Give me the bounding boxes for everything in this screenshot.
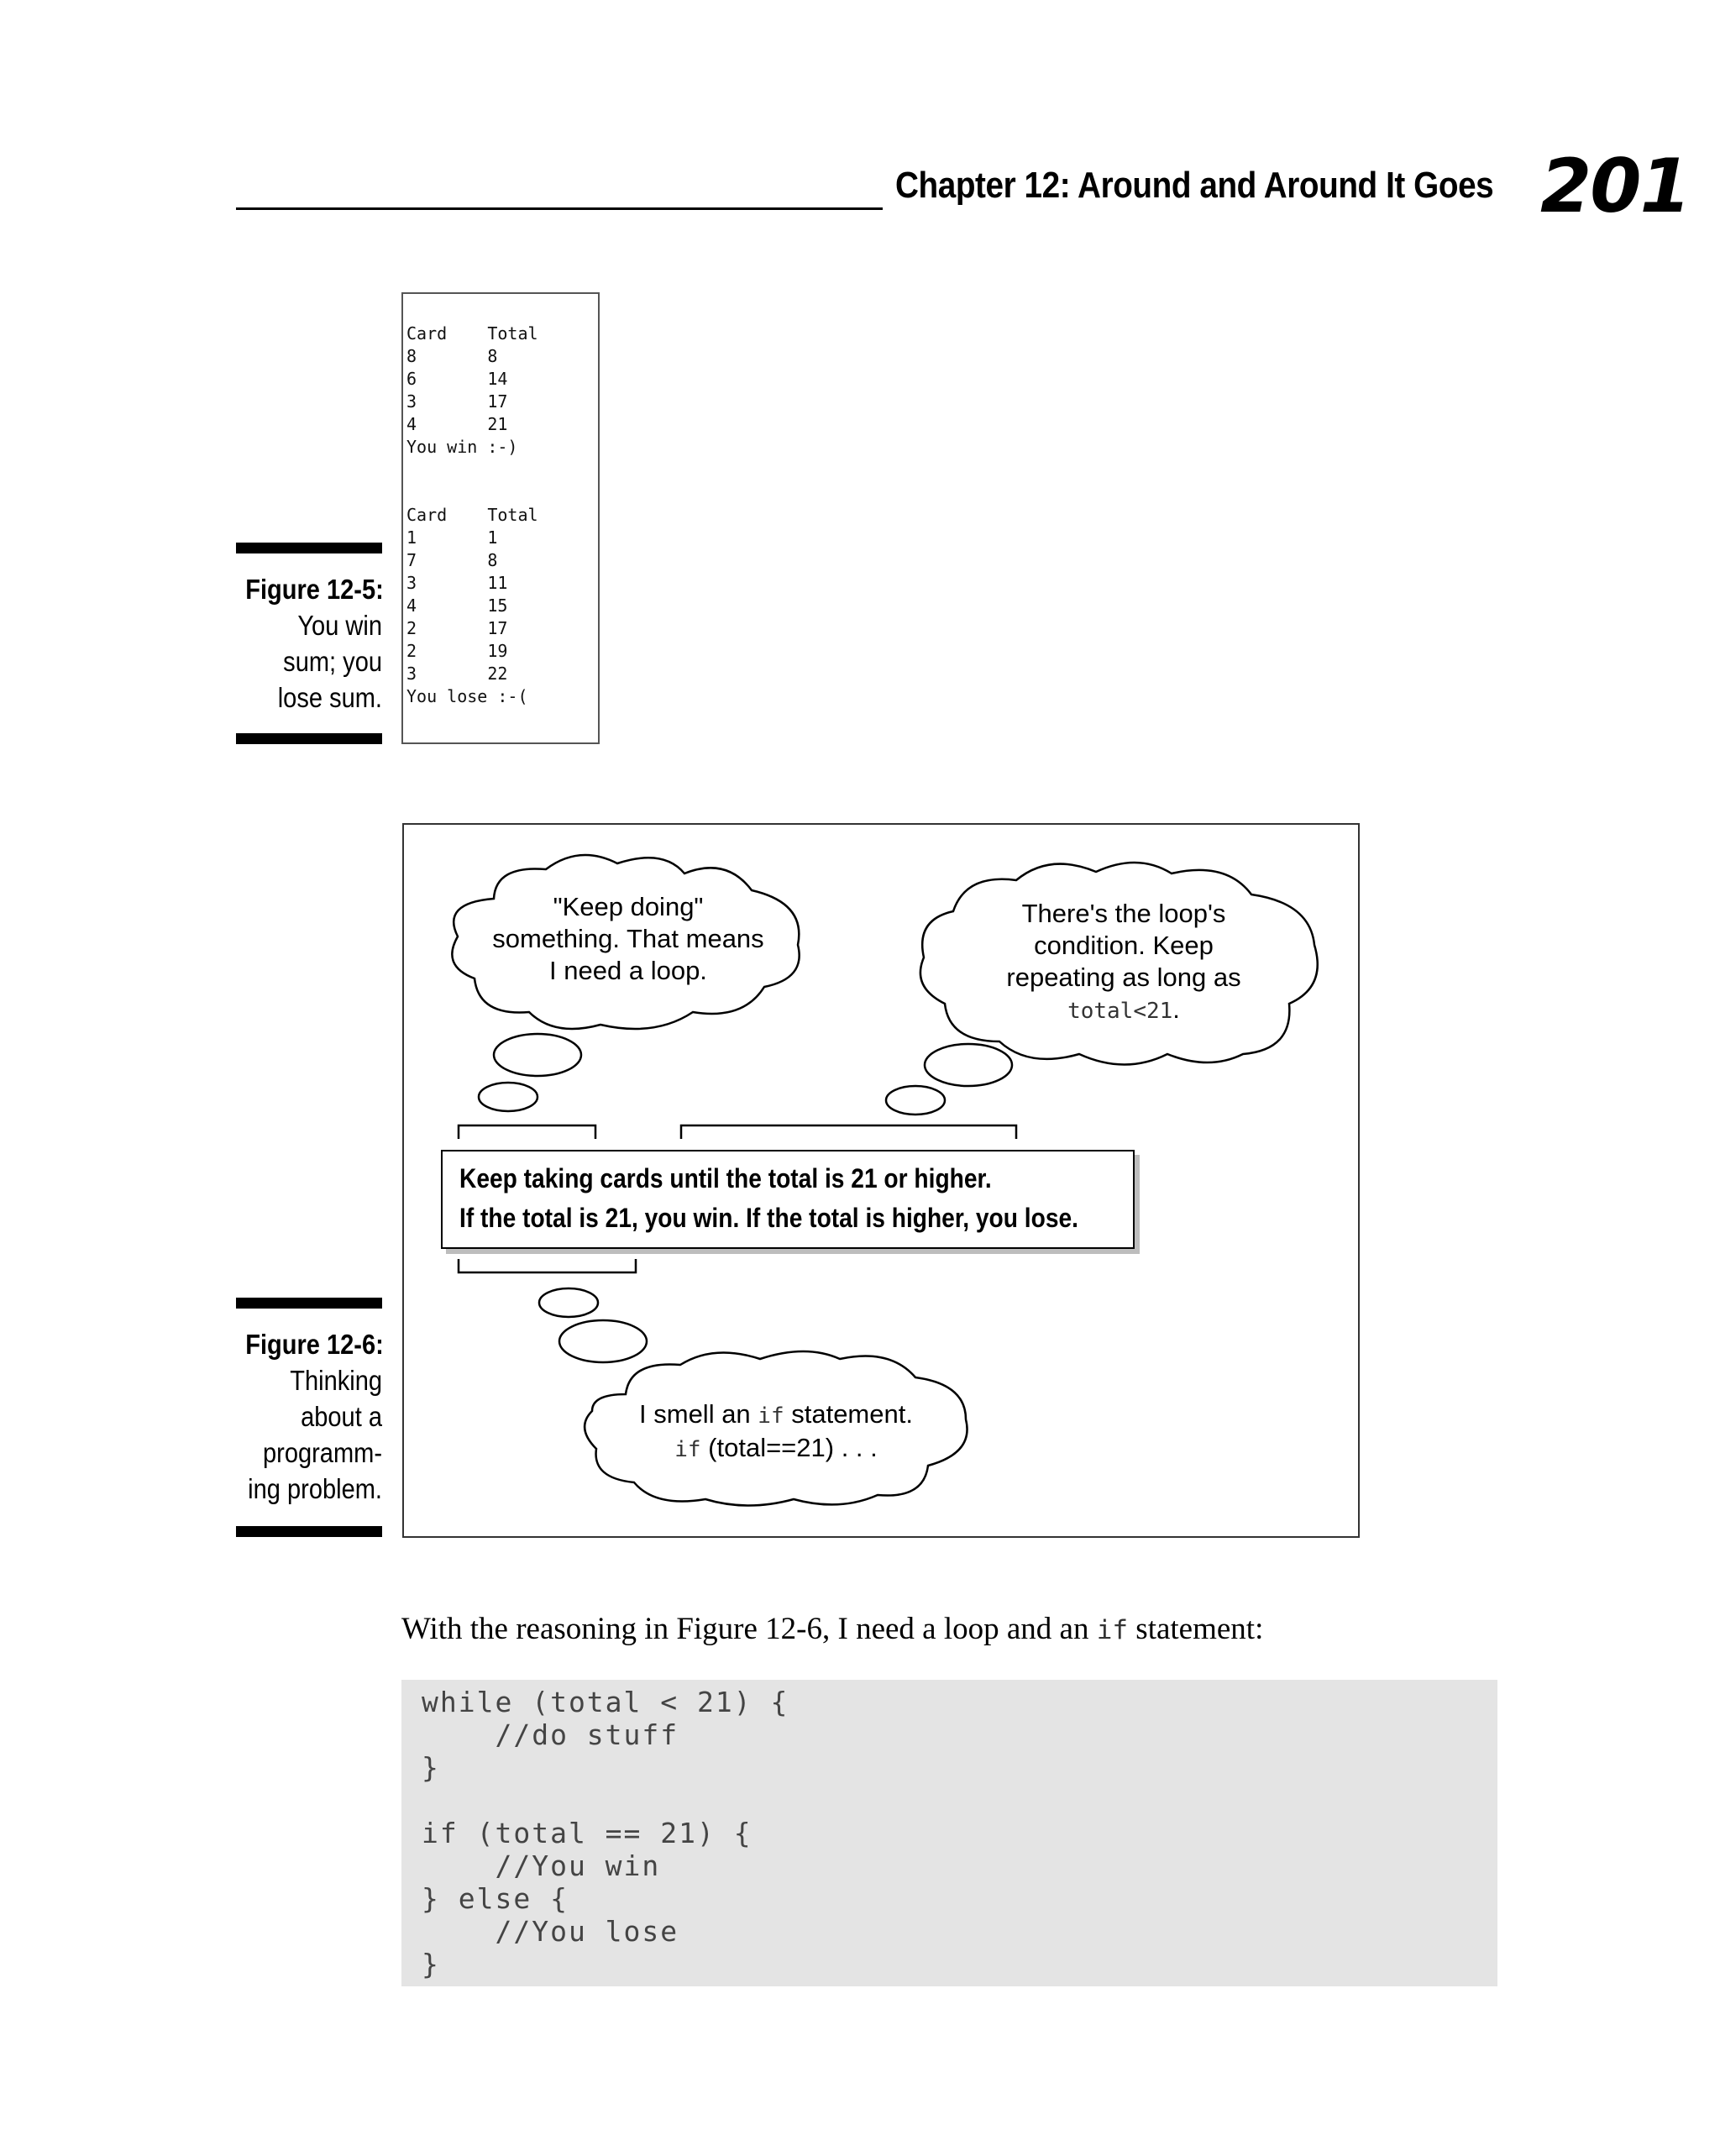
page-number: 201	[1540, 143, 1690, 229]
code-line: //You win	[422, 1849, 661, 1882]
console-line: 2 19	[406, 641, 508, 661]
thought-bubble	[925, 1044, 1012, 1086]
inline-code: total<21	[1067, 999, 1173, 1024]
cloud-loop-text	[469, 891, 788, 987]
inline-code: if	[1096, 1615, 1129, 1645]
code-listing	[401, 1680, 1497, 1986]
cloud-condition-text	[956, 898, 1292, 1027]
inline-code: if	[674, 1437, 701, 1462]
cloud-text-part: (total==21) . . .	[700, 1433, 878, 1462]
console-line: 3 11	[406, 573, 508, 593]
console-line: You win :-)	[406, 437, 518, 457]
problem-line: Keep taking cards until the total is 21 or higher.	[459, 1163, 992, 1193]
console-line: 8 8	[406, 346, 498, 366]
body-text-part: With the reasoning in Figure 12-6, I need a loop and an	[401, 1612, 1097, 1646]
console-line: 4 15	[406, 595, 508, 616]
thought-bubble	[539, 1288, 598, 1317]
problem-statement-box	[441, 1150, 1135, 1249]
console-line: 6 14	[406, 369, 508, 389]
code-line: while (total < 21) {	[422, 1686, 789, 1718]
cloud-line: I need a loop.	[549, 956, 707, 985]
code-line: }	[422, 1948, 440, 1980]
thought-bubble	[479, 1083, 538, 1111]
cloud-line: repeating as long as	[1006, 963, 1241, 992]
cloud-text-part: statement.	[784, 1399, 913, 1429]
cloud-line	[608, 1432, 944, 1466]
cloud-line	[956, 994, 1292, 1027]
caption-line: sum; you	[283, 646, 382, 677]
cloud-line: condition. Keep	[1034, 931, 1214, 960]
console-line: 4 21	[406, 414, 508, 434]
console-line: 3 22	[406, 664, 508, 684]
caption-line: ing problem.	[248, 1473, 382, 1504]
cloud-line	[608, 1398, 944, 1432]
figure-label: Figure 12-6:	[245, 1329, 384, 1360]
cloud-line: "Keep doing"	[553, 892, 704, 921]
code-line: }	[422, 1751, 440, 1784]
console-line: 2 17	[406, 618, 508, 638]
code-line: } else {	[422, 1882, 569, 1915]
thought-bubble	[494, 1034, 581, 1076]
console-line: Card Total	[406, 323, 538, 344]
console-line: You lose :-(	[406, 686, 528, 706]
code-line: if (total == 21) {	[422, 1817, 752, 1849]
bracket-condition	[681, 1125, 1016, 1139]
figure-label: Figure 12-5:	[245, 574, 384, 605]
console-line: 1 1	[406, 527, 498, 548]
chapter-title: Chapter 12: Around and Around It Goes	[895, 165, 1494, 206]
code-line: //do stuff	[422, 1718, 679, 1751]
bracket-if	[459, 1259, 636, 1272]
console-line: Card Total	[406, 505, 538, 525]
console-line: 7 8	[406, 550, 498, 570]
thought-bubble	[886, 1086, 945, 1115]
bracket-keep-taking	[459, 1125, 595, 1139]
caption-line: Thinking	[290, 1365, 382, 1396]
cloud-line: There's the loop's	[1021, 899, 1226, 928]
cloud-text-part: I smell an	[639, 1399, 758, 1429]
inline-code: if	[758, 1403, 784, 1429]
caption-line: lose sum.	[277, 682, 382, 713]
body-text-part: statement:	[1128, 1612, 1264, 1646]
caption-line: about a	[301, 1401, 382, 1432]
console-line: 3 17	[406, 391, 508, 412]
body-paragraph	[401, 1611, 1263, 1647]
thought-bubble	[559, 1320, 647, 1362]
code-line: //You lose	[422, 1915, 679, 1948]
caption-line: programm-	[263, 1437, 382, 1468]
problem-line: If the total is 21, you win. If the total is higher, you lose.	[459, 1203, 1078, 1233]
cloud-line: something. That means	[492, 924, 764, 953]
caption-line: You win	[297, 610, 382, 641]
cloud-if-text	[608, 1398, 944, 1466]
cloud-line-end: .	[1172, 994, 1180, 1024]
